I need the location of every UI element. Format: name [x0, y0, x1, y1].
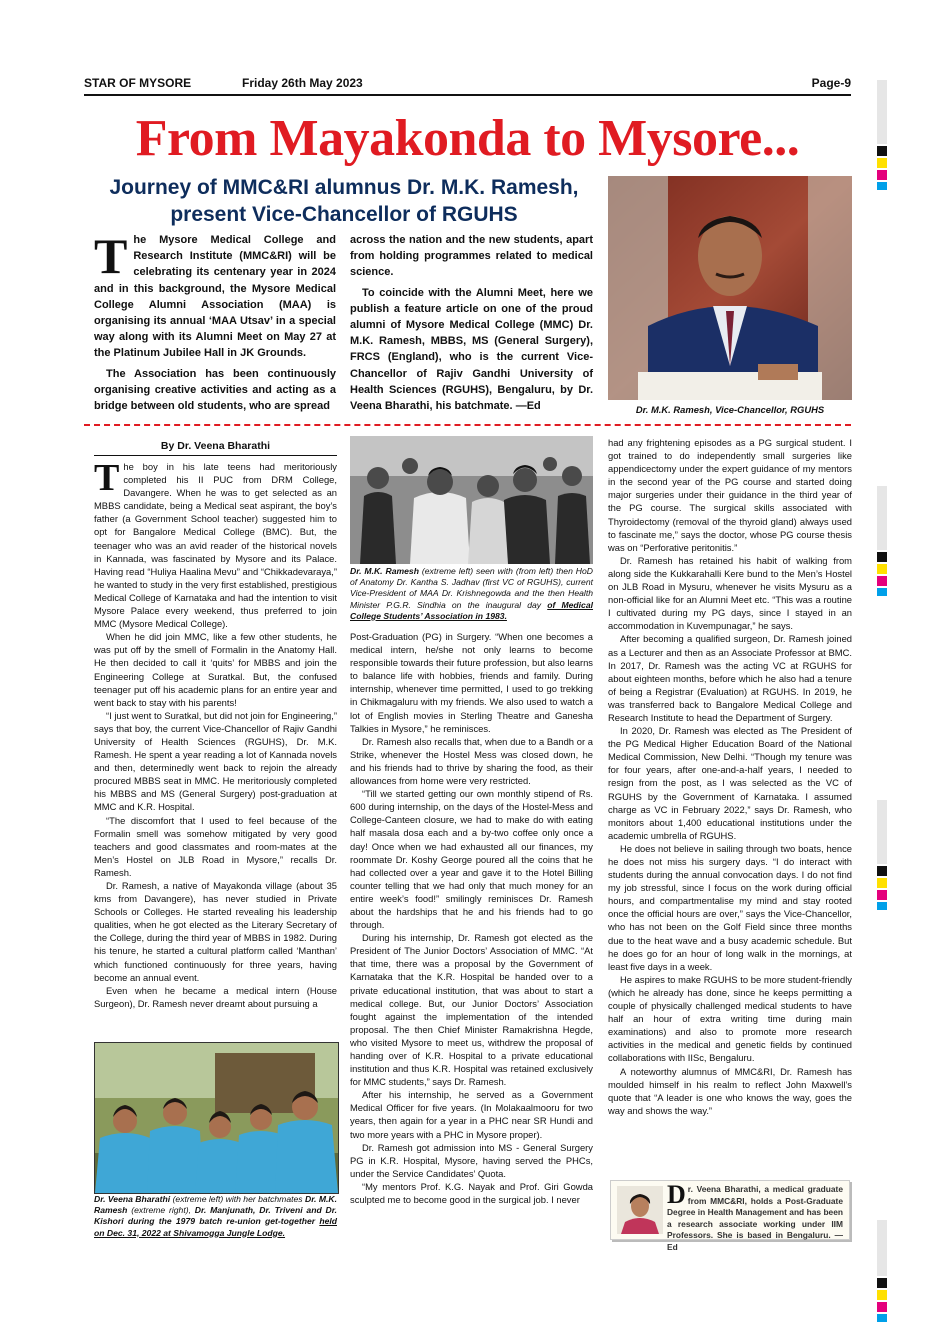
registration-mark: [877, 1290, 887, 1300]
registration-bar: [877, 800, 887, 864]
subheadline-line-2: present Vice-Chancellor of RGUHS: [170, 203, 518, 226]
intro-dropcap: T: [94, 228, 128, 284]
section-divider: [84, 424, 851, 426]
caption-text: held on Dec. 31, 2022 at Shivamogga Jungle Lodge.: [94, 1216, 337, 1238]
caption-text: (extreme left) with her batchmates: [170, 1194, 305, 1204]
registration-mark: [877, 890, 887, 900]
registration-bar: [877, 1220, 887, 1276]
registration-mark: [877, 170, 887, 180]
article-paragraph: He does not believe in sailing through two boats, hence he does not miss his surgery days. “I do interact with students during the annual convocation days. I do not find my job stressful, since I focus on the work during official hours, and compartmentalise my mind and stay rooted once the official hours are over,” says the Vice-Chancellor, who has not been on the Golf Field since three months due to the heat wave and a busy academic schedule. But he does go for an hour of long walk in the mornings, at least five days in a week.: [608, 842, 852, 972]
registration-mark: [877, 1302, 887, 1312]
archive-photo: [350, 436, 593, 564]
page-number: Page-9: [811, 76, 851, 90]
article-column-1: [94, 460, 337, 1040]
caption-name: Dr. M.K. Ramesh: [94, 1194, 337, 1216]
page-header: [84, 76, 851, 92]
article-dropcap: T: [94, 460, 120, 499]
intro-column-1: [94, 228, 336, 418]
article-paragraph: Even when he became a medical intern (House Surgeon), Dr. Ramesh never dreamt about pursuing a: [94, 984, 337, 1009]
registration-mark: [877, 158, 887, 168]
registration-mark: [877, 146, 887, 156]
intro-column-2: [350, 232, 593, 418]
author-photo: [617, 1186, 663, 1234]
article-paragraph: In 2020, Dr. Ramesh was elected as The President of the PG Medical Higher Education Board of the National Medical Commission, New Delhi. “Though my tenure was for four years, after one-and-a-half years, I needed to resign from the post, as I was selected as the VC of RGUHS by the Government of Karnataka. I assumed charge as VC in February 2022,” says Dr. Ramesh, who monitors about 1,400 educational institutions under the academic umbrella of RGUHS.: [608, 725, 852, 841]
author-box: [610, 1180, 850, 1252]
article-paragraph: Dr. Ramesh also recalls that, when due to a Bandh or a Strike, whenever the Hostel Mess was closed down, he and his friends had to thrive by sharing the food, as their allowances from home were very restricted.: [350, 735, 593, 787]
caption-text: (extreme left) seen with (from left) then HoD of Anatomy Dr. Kantha S. Jadhav (first VC of RGUHS), current Vice-President of MAA Dr. Krishnegowda and the then Health Minister P.G.R. Sindhia on the inaugural day: [350, 566, 593, 610]
article-paragraph: A noteworthy alumnus of MMC&RI, Dr. Ramesh has moulded himself in his realm to reflect John Maxwell’s quote that “A leader is one who knows the way, goes the way and shows the way.”: [608, 1065, 852, 1116]
newspaper-name: STAR OF MYSORE: [84, 76, 192, 90]
intro-paragraph: To coincide with the Alumni Meet, here we publish a feature article on one of the proud alumni of Mysore Medical College (MMC) Dr. M.K. Ramesh, MBBS, MS (General Surgery), FRCS (England), who is the current Vice-Chancellor of Rajiv Gandhi University of Health Sciences (RGUHS), Bengaluru, by Dr. Veena Bharathi, his batchmate.: [350, 286, 593, 413]
issue-date: Friday 26th May 2023: [242, 76, 363, 90]
article-paragraph: When he did join MMC, like a few other students, he was put off by the smell of Formalin in the Anatomy Hall. He then decided to call it ‘quits’ for MBBS and join the Engineering College at Suratkal. But, the confused teenager put off his academic plans for an entire year and went back to stay with his parents!: [94, 631, 337, 708]
article-column-2: [350, 630, 593, 1242]
article-paragraph: “I just went to Suratkal, but did not join for Engineering,” says that boy, the current Vice-Chancellor of Rajiv Gandhi University of Health Sciences (RGUHS), Dr. M.K. Ramesh. He spent a year reading a lot of Kannada novels and then, determinedly went back to rejoin the already procured MBBS seat in MMC. He meritoriously completed his MBBS and MS (General Surgery) post-graduation at MMC and K.R. Hospital.: [94, 709, 337, 813]
registration-mark: [877, 1278, 887, 1288]
editor-mark: —Ed: [515, 400, 541, 413]
registration-mark: [877, 576, 887, 586]
registration-mark: [877, 866, 887, 876]
caption-text: Dr. Manjunath, Dr. Triveni and Dr. Kishori during the 1979 batch re-union get-together: [94, 1205, 337, 1227]
article-paragraph: During his internship, Dr. Ramesh got elected as the President of The Junior Doctors’ Association of MMC. “At that time, there was a proposal by the Government of Karnataka that the K.R. Hospital be handed over to a private educational institution, that was about to start a medical college. But, our Junior Doctors’ Association fought against the implementation of the intended proposal. The then Chief Minister Ramakrishna Hegde, who visited Mysore to meet us, withdrew the proposal of handing over of K.R. Hospital to a private educational institution and thus K.R. Hospital was retained exclusively for MMC students,” says Dr. Ramesh.: [350, 932, 593, 1088]
headline: From Mayakonda to Mysore...: [135, 110, 800, 167]
article-paragraph: After his internship, he served as a Government Medical Officer for five years. (In Molakaalmooru for two years, then again for a year in a PHC near SR Hundi and two more years with a PHC in Mysore proper).: [350, 1089, 593, 1140]
article-paragraph: “My mentors Prof. K.G. Nayak and Prof. Giri Gowda sculpted me to become good in the surgical job. I never: [350, 1180, 593, 1206]
article-paragraph: Dr. Ramesh got admission into MS - General Surgery PG in K.R. Hospital, Mysore, having served the PHCs, under the Service Candidates’ Quota.: [350, 1141, 593, 1179]
article-paragraph: He aspires to make RGUHS to be more student-friendly (which he already has done, since he keeps permitting a couple of physically challenged medical students to have half an hour of extra writing time during main examinations) and also to promote more research activities in the medical and genetic fields by continued collaborations with IISc, Bengaluru.: [608, 973, 852, 1064]
article-paragraph: had any frightening episodes as a PG surgical student. I got trained to do independently small surgeries like appendicectomy under the expert guidance of my mentors in the second year of the PG course and started doing major surgeries under their guidance in the third year of the PG course. The surgical skills associated with Thyroidectomy (removal of the thyroid gland) always used to fascinate me,” says the doctor, whose PG course thesis was on “Perforative peritonitis.”: [608, 437, 852, 553]
author-dropcap: D: [667, 1180, 686, 1209]
intro-paragraph: across the nation and the new students, apart from holding programmes related to medical science.: [350, 234, 593, 279]
registration-mark: [877, 552, 887, 562]
registration-mark: [877, 902, 887, 910]
article-column-3: [608, 436, 852, 1178]
registration-mark: [877, 182, 887, 190]
author-bio-text: r. Veena Bharathi, a medical graduate from MMC&RI, holds a Post-Graduate Degree in Health Management and has been a research associate working under IIM Professors. She is based in Bengaluru.: [667, 1184, 843, 1241]
registration-mark: [877, 1314, 887, 1322]
article-paragraph: Post-Graduation (PG) in Surgery. “When one becomes a medical intern, he/she not only learns to become responsible towards their future profession, but also learns to balance life with hobbies, friends and family. During internship, whenever time permitted, I used to go trekking in Chikmagaluru with my friends. We also used to watch a lot of English movies in Sterling Theatre and Ganesha Talkies in Mysore,” he reminisces.: [350, 631, 593, 734]
author-bio: [667, 1180, 843, 1254]
group-photo-caption: [94, 1194, 337, 1239]
article-paragraph: “Till we started getting our own monthly stipend of Rs. 600 during internship, on the days of the Hostel-Mess and College-Canteen closure, we had to make do with eating half masala dosa each and a by-two coffee only once a day! Once when we had exhausted all our finances, my roommate Dr. Koshy George poured all the coins that he had collected over a year and gave it to the Hotel Billing counter telling that we had only that much money for an entire week’s food!” smilingly reminisces Dr. Ramesh about the hardships that he and his friends had to go through.: [350, 788, 593, 931]
caption-name: Dr. M.K. Ramesh: [350, 566, 419, 576]
article-paragraph: Dr. Ramesh has retained his habit of walking from along side the Kukkarahalli Kere bund to the Men’s Hostel on JLB Road in Mysuru, whenever he visits Mysuru as a non-official like for an Alumni Meet etc. “This was a routine I cultivated during my PG days, since I stayed in an accommodation in Kuvempunagar,” he says.: [608, 554, 852, 632]
subheadline-line-1: Journey of MMC&RI alumnus Dr. M.K. Ramesh,: [109, 176, 579, 199]
byline-rule: [94, 455, 337, 456]
portrait-caption: Dr. M.K. Ramesh, Vice-Chancellor, RGUHS: [635, 404, 825, 415]
article-paragraph: he boy in his late teens had meritoriously completed his II PUC from DRM College, Davangere. When he was to get selected as an MBBS candidate, being a Medical seat aspirant, the boy’s father (a Government School teacher) suggested him to opt for Bangalore Medical College (BMC). But, the teenager who was an avid reader of the historical novels in Kannada, was fascinated by Mysore and its Palace. Having read “Huliya Haalina Mevu” and “Chikkadevaraya,” he wanted to study in the very first established, prestigious Medical College of Karnataka and had the intention to visit Mysore Palace every weekend, thus preferred to join MMC (Mysore Medical College).: [94, 461, 337, 630]
group-photo: [94, 1042, 339, 1194]
registration-mark: [877, 878, 887, 888]
registration-mark: [877, 588, 887, 596]
registration-bar: [877, 80, 887, 144]
subheadline: [84, 174, 604, 228]
archive-photo-caption: [350, 566, 593, 622]
caption-text: (extreme right),: [127, 1205, 195, 1216]
intro-paragraph: he Mysore Medical College and Research Institute (MMC&RI) will be celebrating its centenary year in 2024 and in this background, the Mysore Medical College Alumni Association (MAA) is organising its annual ‘MAA Utsav’ in a special way along with its Alumni Meet on May 27 at the Platinum Jubilee Hall in JK Grounds.: [94, 234, 336, 360]
article-paragraph: “The discomfort that I used to feel because of the Formalin smell was somehow mitigated by very good teachers and good classmates and room-mates at the Men’s Hostel on JLB Road in Mysore,” recalls Dr. Ramesh.: [94, 814, 337, 878]
article-paragraph: After becoming a qualified surgeon, Dr. Ramesh joined as a Lecturer and then as an Associate Professor at BMC. In 2017, Dr. Ramesh was the acting VC at RGUHS for about eighteen months, before which he also had a tenure of being a Registrar (Evaluation) at RGUHS. In 2019, he was transferred back to Bangalore Medical College and Research Institute to head the Department of Surgery.: [608, 633, 852, 723]
intro-paragraph: The Association has been continuously organising creative activities and acting as a bridge between old students, who are spread: [94, 367, 336, 413]
byline: By Dr. Veena Bharathi: [160, 440, 271, 452]
portrait-photo: [608, 176, 852, 400]
caption-text: of Medical College Students’ Association in 1983.: [350, 599, 594, 621]
registration-bar: [877, 486, 887, 550]
article-paragraph: Dr. Ramesh, a native of Mayakonda village (about 35 kms from Davangere), has never studied in Private Schools or Colleges. He started revealing his leadership qualities, when he got elected as the Literary Secretary of the College, during the third year of MBBS in 1982. During his tenure, he started a cultural platform called ‘Manthan’ which functioned continuously for three years, having become an annual event.: [94, 880, 337, 983]
registration-mark: [877, 564, 887, 574]
header-rule: [84, 94, 851, 96]
editor-mark: —Ed: [667, 1230, 843, 1252]
caption-name: Dr. Veena Bharathi: [94, 1194, 171, 1204]
